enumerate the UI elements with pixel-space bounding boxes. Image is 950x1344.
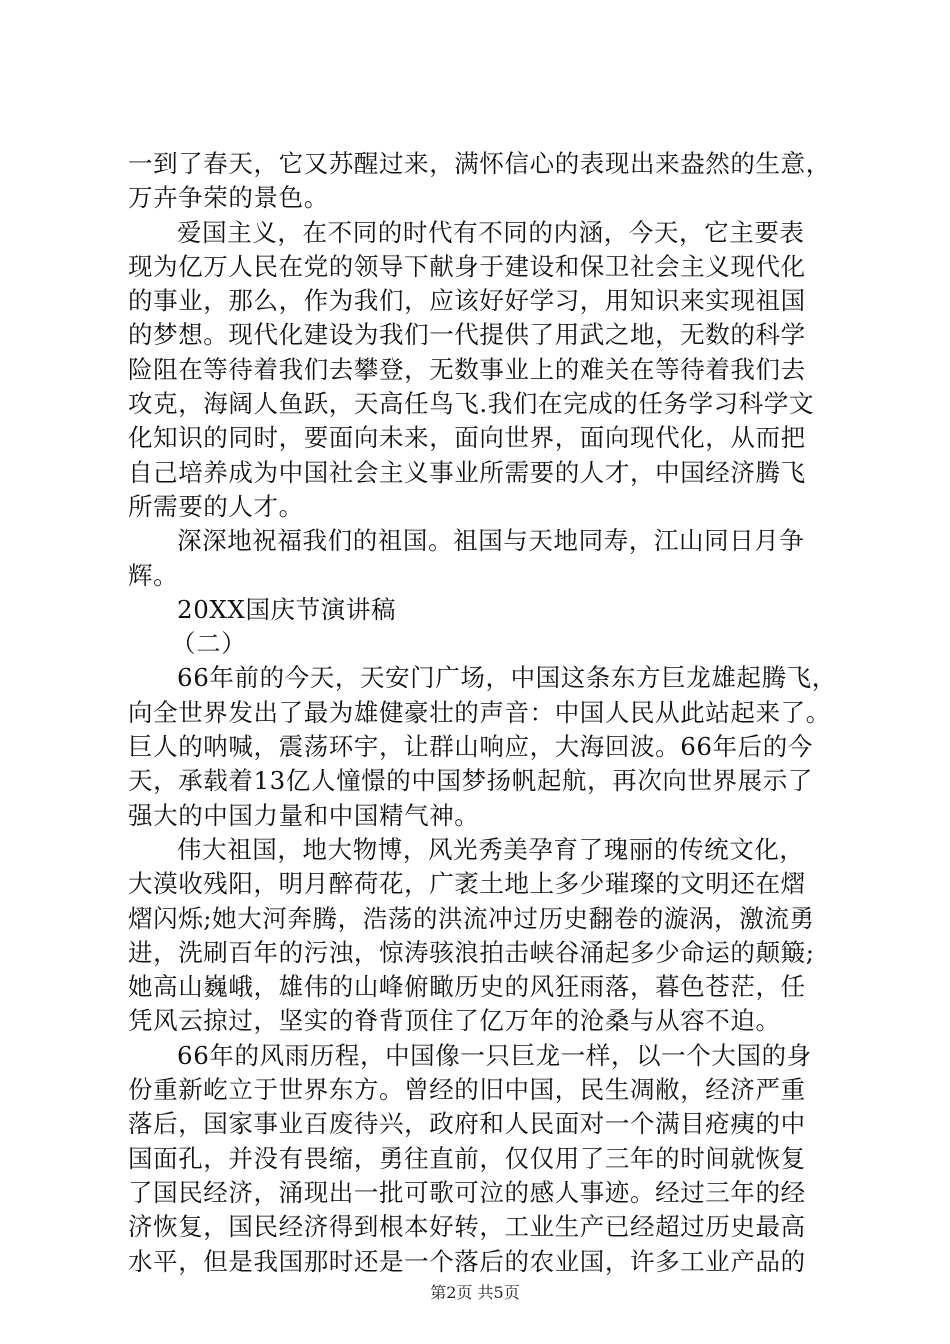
page-number-footer: 第2页 共5页 [430, 1283, 520, 1302]
text-line: 水平，但是我国那时还是一个落后的农业国，许多工业产品的 [128, 1246, 806, 1276]
text-line: 她高山巍峨，雄伟的山峰俯瞰历史的风狂雨落，暮色苍茫，任 [128, 972, 806, 1002]
text-line: 巨人的呐喊，震荡环宇，让群山响应，大海回波。66年后的今 [128, 732, 813, 762]
text-line: 所需要的人才。 [128, 491, 304, 521]
text-line: （二） [171, 629, 247, 659]
text-line: 现为亿万人民在党的领导下献身于建设和保卫社会主义现代化 [128, 251, 806, 281]
text-line: 向全世界发出了最为雄健豪壮的声音：中国人民从此站起来了。 [128, 697, 831, 727]
text-line: 强大的中国力量和中国精气神。 [128, 800, 480, 830]
text-line: 深深地祝福我们的祖国。祖国与天地同寿，江山同日月争 [177, 526, 805, 556]
text-line: 自己培养成为中国社会主义事业所需要的人才，中国经济腾飞 [128, 457, 806, 487]
text-line: 天，承载着13亿人憧憬的中国梦扬帆起航，再次向世界展示了 [128, 766, 813, 796]
text-line: 一到了春天，它又苏醒过来，满怀信心的表现出来盎然的生意， [128, 149, 831, 178]
text-line: 66年的风雨历程，中国像一只巨龙一样，以一个大国的身 [177, 1040, 812, 1070]
text-line: 熠闪烁;她大河奔腾，浩荡的洪流冲过历史翻卷的漩涡，激流勇 [128, 903, 815, 933]
text-line: 攻克，海阔人鱼跃，天高任鸟飞.我们在完成的任务学习科学文 [128, 389, 815, 419]
text-line: 落后，国家事业百废待兴，政府和人民面对一个满目疮痍的中 [128, 1109, 806, 1139]
text-line: 凭风云掠过，坚实的脊背顶住了亿万年的沧桑与从容不迫。 [128, 1006, 781, 1036]
text-line: 的梦想。现代化建设为我们一代提供了用武之地，无数的科学 [128, 320, 806, 350]
text-line: 66年前的今天，天安门广场，中国这条东方巨龙雄起腾飞， [177, 663, 837, 693]
text-line: 20XX国庆节演讲稿 [177, 594, 397, 624]
text-line: 了国民经济，涌现出一批可歌可泣的感人事迹。经过三年的经 [128, 1177, 806, 1207]
text-line: 的事业，那么，作为我们，应该好好学习，用知识来实现祖国 [128, 286, 806, 316]
text-line: 险阻在等待着我们去攀登，无数事业上的难关在等待着我们去 [128, 354, 806, 384]
text-line: 辉。 [128, 560, 179, 590]
text-line: 伟大祖国，地大物博，风光秀美孕育了瑰丽的传统文化， [177, 834, 805, 864]
text-line: 万卉争荣的景色。 [128, 183, 329, 213]
text-line: 进，洗刷百年的污浊，惊涛骇浪拍击峡谷涌起多少命运的颠簸; [128, 937, 815, 967]
text-line: 化知识的同时，要面向未来，面向世界，面向现代化，从而把 [128, 423, 806, 453]
text-line: 份重新屹立于世界东方。曾经的旧中国，民生凋敝，经济严重 [128, 1075, 806, 1105]
text-line: 大漠收残阳，明月醉荷花，广袤土地上多少璀璨的文明还在熠 [128, 869, 806, 899]
text-line: 爱国主义，在不同的时代有不同的内涵，今天，它主要表 [177, 217, 805, 247]
document-body [128, 147, 837, 1279]
text-line: 国面孔，并没有畏缩，勇往直前，仅仅用了三年的时间就恢复 [128, 1143, 806, 1173]
text-line: 济恢复，国民经济得到根本好转，工业生产已经超过历史最高 [128, 1212, 806, 1242]
